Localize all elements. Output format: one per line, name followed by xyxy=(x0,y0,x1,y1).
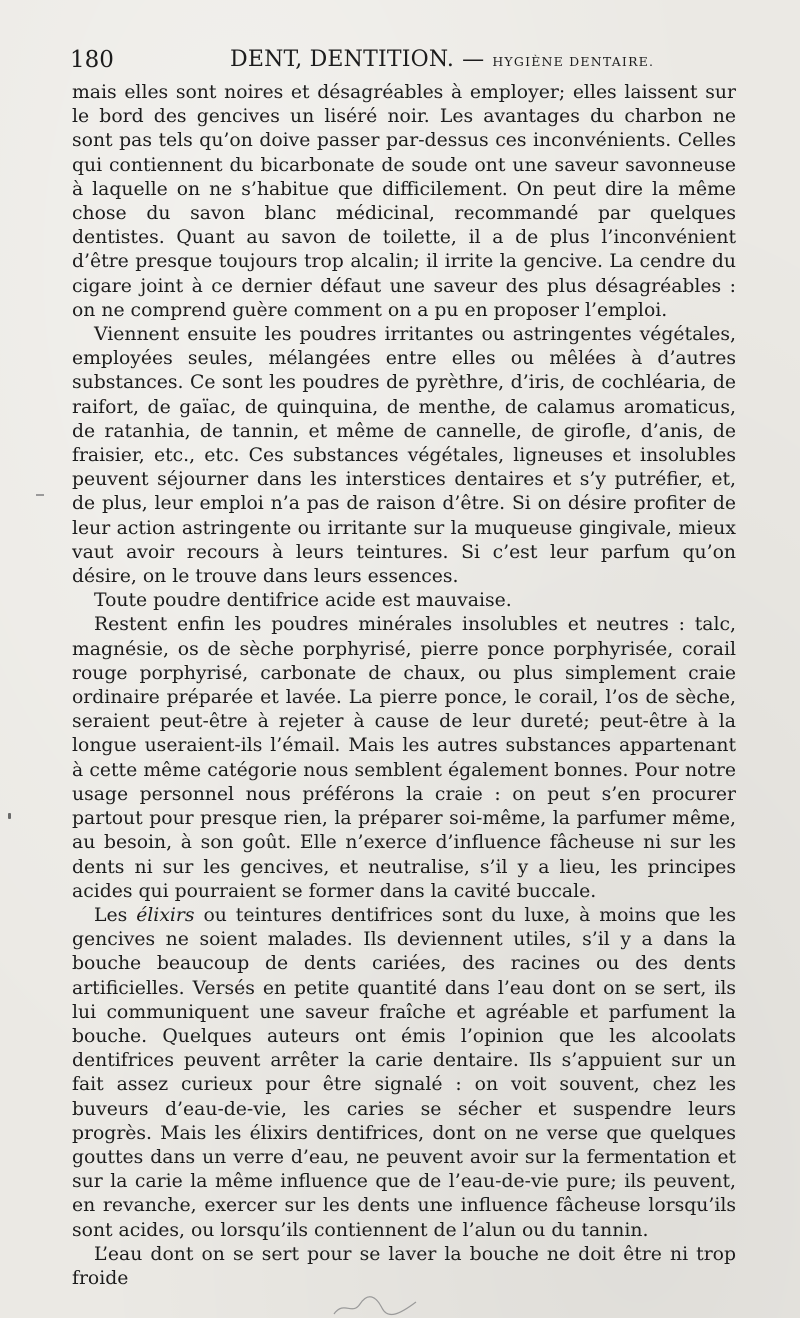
margin-mark xyxy=(36,494,44,496)
chapter-title: DENT, DENTITION. xyxy=(230,47,455,72)
running-title xyxy=(230,44,654,78)
paragraph xyxy=(72,904,736,1243)
section-subtitle: HYGIÈNE DENTAIRE. xyxy=(492,54,655,69)
title-separator: — xyxy=(462,47,485,72)
paragraph-rest: ou teintures dentifrices sont du luxe, à moins que les gencives ne soient malades. Ils deviennent utiles, s’il y a dans la bouche beaucoup de dents cariées, des racines ou des dents artificielles. Versés en petite quantité dans l’eau dont on se sert, ils lui communiquent une saveur fraîche et agréable et parfument la bouche. Quelques auteurs ont émis l’opinion que les alcoolats dentifrices peuvent arrêter la carie dentaire. Ils s’appuient sur un fait assez curieux pour être signalé : on voit souvent, chez les buveurs d’eau-de-vie, les caries se sécher et suspendre leurs progrès. Mais les élixirs dentifrices, dont on ne verse que quelques gouttes dans un verre d’eau, ne peuvent avoir sur la fermentation et sur la carie la même influence que de l’eau-de-vie pure; ils peuvent, en revanche, exercer sur les dents une influence fâcheuse lorsqu’ils sont acides, ou lorsqu’ils contiennent de l’alun ou du tannin. xyxy=(72,904,736,1241)
paragraph: Toute poudre dentifrice acide est mauvaise. xyxy=(94,590,512,612)
paragraph: Viennent ensuite les poudres irritantes ou astringentes végétales, employées seules, mélangées entre elles ou mêlées à d’autres substances. Ce sont les poudres de pyrèthre, d’iris, de cochléaria, de raifort, de gaïac, de quinquina, de menthe, de calamus aromaticus, de ratanhia, de tannin, et même de cannelle, de girofle, d’anis, de fraisier, etc., etc. Ces substances végétales, ligneuses et insolubles peuvent séjourner dans les interstices dentaires et s’y putréfier, et, de plus, leur emploi n’a pas de raison d’être. Si on désire profiter de leur action astringente ou irritante sur la muqueuse gingivale, mieux vaut avoir recours à leurs teintures. Si c’est leur parfum qu’on désire, on le trouve dans leurs essences. xyxy=(72,324,736,588)
paragraph: mais elles sont noires et désagréables à employer; elles laissent sur le bord des gencives un liséré noir. Les avantages du charbon ne sont pas tels qu’on doive passer par-dessus ces inconvénients. Celles qui contiennent du bicarbonate de soude ont une saveur savonneuse à laquelle on ne s’habitue que difficilement. On peut dire la même chose du savon blanc médicinal, recommandé par quelques dentistes. Quant au savon de toilette, il a de plus l’inconvénient d’être presque toujours trop alcalin; il irrite la gencive. La cendre du cigare joint à ce dernier défaut une saveur des plus désagréables : on ne comprend guère comment on a pu en proposer l’emploi. xyxy=(72,82,736,321)
body-text xyxy=(72,81,736,1291)
running-header xyxy=(70,44,738,76)
italic-term: élixirs xyxy=(136,904,195,926)
margin-mark xyxy=(8,813,11,819)
paragraph: Restent enfin les poudres minérales insolubles et neutres : talc, magnésie, os de sèche porphyrisé, pierre ponce porphyrisée, corail rouge porphyrisé, carbonate de chaux, ou plus simplement craie ordinaire préparée et lavée. La pierre ponce, le corail, l’os de sèche, seraient peut-être à rejeter à cause de leur dureté; peut-être à la longue useraient-ils l’émail. Mais les autres substances appartenant à cette même catégorie nous semblent également bonnes. Pour notre usage personnel nous préférons la craie : on peut s’en procurer partout pour presque rien, la préparer soi-même, la parfumer même, au besoin, à son goût. Elle n’exerce d’influence fâcheuse ni sur les dents ni sur les gencives, et neutralise, s’il y a lieu, les principes acides qui pourraient se former dans la cavité buccale. xyxy=(72,614,736,902)
paragraph-start: Les xyxy=(94,904,128,926)
pencil-scribble xyxy=(330,1292,420,1318)
page-number: 180 xyxy=(70,47,114,73)
paragraph: L’eau dont on se sert pour se laver la bouche ne doit être ni trop froide xyxy=(72,1243,736,1289)
